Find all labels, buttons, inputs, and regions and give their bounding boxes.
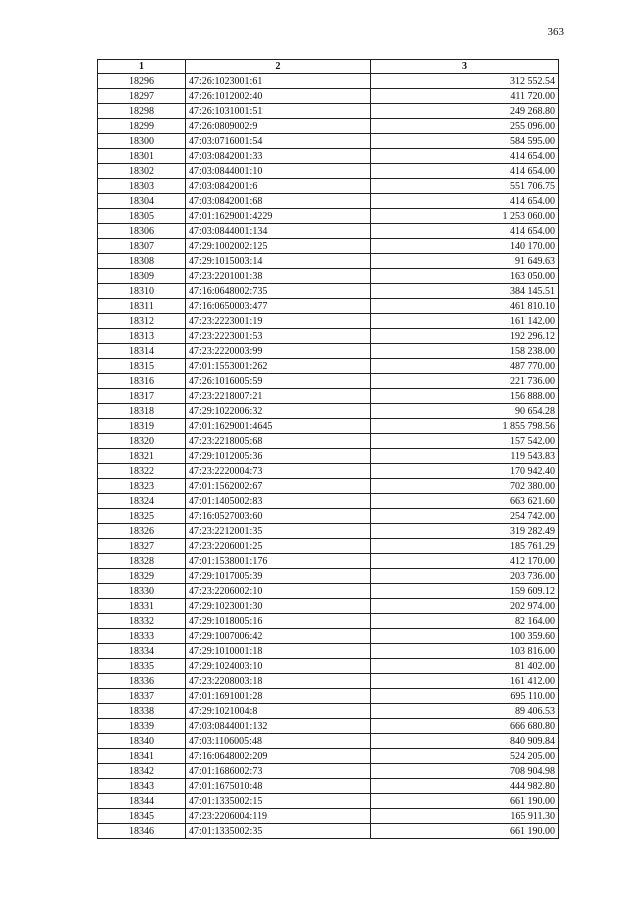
table-row xyxy=(98,299,559,314)
row-index-cell: 18332 xyxy=(98,614,186,629)
cadastral-number-cell: 47:23:2223001:19 xyxy=(186,314,371,329)
cadastral-number-cell: 47:29:1021004:8 xyxy=(186,704,371,719)
table-row xyxy=(98,734,559,749)
value-cell: 584 595.00 xyxy=(371,134,559,149)
table-row xyxy=(98,149,559,164)
value-cell: 161 412.00 xyxy=(371,674,559,689)
value-cell: 411 720.00 xyxy=(371,89,559,104)
table-header-row xyxy=(98,60,559,74)
row-index-cell: 18335 xyxy=(98,659,186,674)
value-cell: 487 770.00 xyxy=(371,359,559,374)
row-index-cell: 18336 xyxy=(98,674,186,689)
cadastral-number-cell: 47:01:1335002:35 xyxy=(186,824,371,839)
row-index-cell: 18338 xyxy=(98,704,186,719)
row-index-cell: 18322 xyxy=(98,464,186,479)
row-index-cell: 18299 xyxy=(98,119,186,134)
table-row xyxy=(98,404,559,419)
cadastral-number-cell: 47:29:1018005:16 xyxy=(186,614,371,629)
cadastral-number-cell: 47:01:1405002:83 xyxy=(186,494,371,509)
value-cell: 161 142.00 xyxy=(371,314,559,329)
cadastral-number-cell: 47:01:1675010:48 xyxy=(186,779,371,794)
value-cell: 384 145.51 xyxy=(371,284,559,299)
column-header-index: 1 xyxy=(98,60,186,74)
value-cell: 203 736.00 xyxy=(371,569,559,584)
cadastral-number-cell: 47:03:0844001:134 xyxy=(186,224,371,239)
value-cell: 702 380.00 xyxy=(371,479,559,494)
value-cell: 157 542.00 xyxy=(371,434,559,449)
value-cell: 444 982.80 xyxy=(371,779,559,794)
table-row xyxy=(98,494,559,509)
value-cell: 81 402.00 xyxy=(371,659,559,674)
row-index-cell: 18341 xyxy=(98,749,186,764)
value-cell: 103 816.00 xyxy=(371,644,559,659)
value-cell: 249 268.80 xyxy=(371,104,559,119)
row-index-cell: 18315 xyxy=(98,359,186,374)
value-cell: 100 359.60 xyxy=(371,629,559,644)
table-row xyxy=(98,539,559,554)
row-index-cell: 18303 xyxy=(98,179,186,194)
row-index-cell: 18321 xyxy=(98,449,186,464)
row-index-cell: 18343 xyxy=(98,779,186,794)
row-index-cell: 18325 xyxy=(98,509,186,524)
cadastral-number-cell: 47:29:1007006:42 xyxy=(186,629,371,644)
row-index-cell: 18311 xyxy=(98,299,186,314)
cadastral-number-cell: 47:16:0527003:60 xyxy=(186,509,371,524)
table-row xyxy=(98,434,559,449)
cadastral-number-cell: 47:03:0716001:54 xyxy=(186,134,371,149)
value-cell: 89 406.53 xyxy=(371,704,559,719)
value-cell: 461 810.10 xyxy=(371,299,559,314)
table-row xyxy=(98,389,559,404)
row-index-cell: 18305 xyxy=(98,209,186,224)
row-index-cell: 18308 xyxy=(98,254,186,269)
row-index-cell: 18313 xyxy=(98,329,186,344)
table-row xyxy=(98,569,559,584)
table-row xyxy=(98,824,559,839)
value-cell: 90 654.28 xyxy=(371,404,559,419)
table-row xyxy=(98,374,559,389)
cadastral-number-cell: 47:23:2208003:18 xyxy=(186,674,371,689)
value-cell: 840 909.84 xyxy=(371,734,559,749)
value-cell: 663 621.60 xyxy=(371,494,559,509)
row-index-cell: 18326 xyxy=(98,524,186,539)
table-row xyxy=(98,584,559,599)
value-cell: 221 736.00 xyxy=(371,374,559,389)
table-row xyxy=(98,284,559,299)
value-cell: 170 942.40 xyxy=(371,464,559,479)
row-index-cell: 18300 xyxy=(98,134,186,149)
value-cell: 661 190.00 xyxy=(371,794,559,809)
value-cell: 91 649.63 xyxy=(371,254,559,269)
cadastral-number-cell: 47:23:2220003:99 xyxy=(186,344,371,359)
value-cell: 254 742.00 xyxy=(371,509,559,524)
row-index-cell: 18317 xyxy=(98,389,186,404)
row-index-cell: 18302 xyxy=(98,164,186,179)
row-index-cell: 18344 xyxy=(98,794,186,809)
value-cell: 202 974.00 xyxy=(371,599,559,614)
table-row xyxy=(98,89,559,104)
cadastral-number-cell: 47:01:1629001:4645 xyxy=(186,419,371,434)
row-index-cell: 18333 xyxy=(98,629,186,644)
table-row xyxy=(98,74,559,89)
table-row xyxy=(98,239,559,254)
value-cell: 158 238.00 xyxy=(371,344,559,359)
value-cell: 140 170.00 xyxy=(371,239,559,254)
cadastral-number-cell: 47:03:0844001:10 xyxy=(186,164,371,179)
table-row xyxy=(98,464,559,479)
row-index-cell: 18334 xyxy=(98,644,186,659)
cadastral-number-cell: 47:26:0809002:9 xyxy=(186,119,371,134)
cadastral-number-cell: 47:03:0842001:33 xyxy=(186,149,371,164)
table-row xyxy=(98,764,559,779)
table-row xyxy=(98,224,559,239)
cadastral-number-cell: 47:29:1022006:32 xyxy=(186,404,371,419)
cadastral-number-cell: 47:16:0650003:477 xyxy=(186,299,371,314)
table-row xyxy=(98,689,559,704)
table-row xyxy=(98,644,559,659)
value-cell: 119 543.83 xyxy=(371,449,559,464)
row-index-cell: 18323 xyxy=(98,479,186,494)
cadastral-number-cell: 47:01:1553001:262 xyxy=(186,359,371,374)
row-index-cell: 18320 xyxy=(98,434,186,449)
table-row xyxy=(98,104,559,119)
row-index-cell: 18330 xyxy=(98,584,186,599)
table-row xyxy=(98,194,559,209)
cadastral-number-cell: 47:03:1106005:48 xyxy=(186,734,371,749)
row-index-cell: 18318 xyxy=(98,404,186,419)
table-row xyxy=(98,209,559,224)
value-cell: 185 761.29 xyxy=(371,539,559,554)
row-index-cell: 18296 xyxy=(98,74,186,89)
row-index-cell: 18345 xyxy=(98,809,186,824)
cadastral-number-cell: 47:23:2212001:35 xyxy=(186,524,371,539)
table-row xyxy=(98,659,559,674)
row-index-cell: 18316 xyxy=(98,374,186,389)
row-index-cell: 18339 xyxy=(98,719,186,734)
value-cell: 192 296.12 xyxy=(371,329,559,344)
table-row xyxy=(98,344,559,359)
column-header-cadastral-number: 2 xyxy=(186,60,371,74)
row-index-cell: 18312 xyxy=(98,314,186,329)
table-row xyxy=(98,614,559,629)
table-row xyxy=(98,704,559,719)
value-cell: 414 654.00 xyxy=(371,224,559,239)
cadastral-number-cell: 47:29:1010001:18 xyxy=(186,644,371,659)
table-row xyxy=(98,254,559,269)
cadastral-number-cell: 47:29:1023001:30 xyxy=(186,599,371,614)
table-row xyxy=(98,269,559,284)
row-index-cell: 18319 xyxy=(98,419,186,434)
value-cell: 159 609.12 xyxy=(371,584,559,599)
value-cell: 82 164.00 xyxy=(371,614,559,629)
row-index-cell: 18324 xyxy=(98,494,186,509)
cadastral-number-cell: 47:01:1562002:67 xyxy=(186,479,371,494)
cadastral-number-cell: 47:16:0648002:209 xyxy=(186,749,371,764)
table-row xyxy=(98,554,559,569)
cadastral-number-cell: 47:23:2218005:68 xyxy=(186,434,371,449)
value-cell: 1 855 798.56 xyxy=(371,419,559,434)
value-cell: 312 552.54 xyxy=(371,74,559,89)
value-cell: 156 888.00 xyxy=(371,389,559,404)
row-index-cell: 18331 xyxy=(98,599,186,614)
cadastral-number-cell: 47:01:1629001:4229 xyxy=(186,209,371,224)
row-index-cell: 18310 xyxy=(98,284,186,299)
cadastral-number-cell: 47:01:1691001:28 xyxy=(186,689,371,704)
cadastral-number-cell: 47:23:2218007:21 xyxy=(186,389,371,404)
value-cell: 414 654.00 xyxy=(371,194,559,209)
table-row xyxy=(98,809,559,824)
page-number: 363 xyxy=(547,26,564,38)
cadastral-number-cell: 47:26:1023001:61 xyxy=(186,74,371,89)
table-row xyxy=(98,794,559,809)
table-row xyxy=(98,599,559,614)
cadastral-number-cell: 47:03:0844001:132 xyxy=(186,719,371,734)
table-row xyxy=(98,629,559,644)
row-index-cell: 18306 xyxy=(98,224,186,239)
table-row xyxy=(98,449,559,464)
cadastral-number-cell: 47:01:1686002:73 xyxy=(186,764,371,779)
cadastral-number-cell: 47:23:2206002:10 xyxy=(186,584,371,599)
value-cell: 414 654.00 xyxy=(371,149,559,164)
cadastral-number-cell: 47:01:1538001:176 xyxy=(186,554,371,569)
table-row xyxy=(98,119,559,134)
row-index-cell: 18307 xyxy=(98,239,186,254)
value-cell: 414 654.00 xyxy=(371,164,559,179)
table-body xyxy=(98,74,559,839)
cadastral-number-cell: 47:26:1016005:59 xyxy=(186,374,371,389)
cadastral-number-cell: 47:26:1012002:40 xyxy=(186,89,371,104)
table-row xyxy=(98,134,559,149)
row-index-cell: 18337 xyxy=(98,689,186,704)
cadastral-number-cell: 47:29:1024003:10 xyxy=(186,659,371,674)
table-row xyxy=(98,524,559,539)
row-index-cell: 18328 xyxy=(98,554,186,569)
table-row xyxy=(98,674,559,689)
cadastral-number-cell: 47:29:1012005:36 xyxy=(186,449,371,464)
column-header-value: 3 xyxy=(371,60,559,74)
value-cell: 319 282.49 xyxy=(371,524,559,539)
value-cell: 255 096.00 xyxy=(371,119,559,134)
cadastral-number-cell: 47:01:1335002:15 xyxy=(186,794,371,809)
value-cell: 412 170.00 xyxy=(371,554,559,569)
table-row xyxy=(98,749,559,764)
row-index-cell: 18304 xyxy=(98,194,186,209)
value-cell: 165 911.30 xyxy=(371,809,559,824)
registry-table xyxy=(97,59,559,839)
cadastral-number-cell: 47:23:2223001:53 xyxy=(186,329,371,344)
table-row xyxy=(98,359,559,374)
table-row xyxy=(98,779,559,794)
cadastral-number-cell: 47:23:2206004:119 xyxy=(186,809,371,824)
cadastral-number-cell: 47:26:1031001:51 xyxy=(186,104,371,119)
table-row xyxy=(98,509,559,524)
value-cell: 163 050.00 xyxy=(371,269,559,284)
row-index-cell: 18297 xyxy=(98,89,186,104)
cadastral-number-cell: 47:16:0648002:735 xyxy=(186,284,371,299)
cadastral-number-cell: 47:29:1015003:14 xyxy=(186,254,371,269)
value-cell: 551 706.75 xyxy=(371,179,559,194)
table-row xyxy=(98,179,559,194)
row-index-cell: 18314 xyxy=(98,344,186,359)
table-row xyxy=(98,479,559,494)
table-row xyxy=(98,719,559,734)
row-index-cell: 18340 xyxy=(98,734,186,749)
table-row xyxy=(98,314,559,329)
row-index-cell: 18346 xyxy=(98,824,186,839)
row-index-cell: 18309 xyxy=(98,269,186,284)
cadastral-number-cell: 47:29:1017005:39 xyxy=(186,569,371,584)
row-index-cell: 18329 xyxy=(98,569,186,584)
row-index-cell: 18298 xyxy=(98,104,186,119)
cadastral-number-cell: 47:23:2206001:25 xyxy=(186,539,371,554)
table-row xyxy=(98,419,559,434)
value-cell: 695 110.00 xyxy=(371,689,559,704)
cadastral-number-cell: 47:23:2220004:73 xyxy=(186,464,371,479)
value-cell: 708 904.98 xyxy=(371,764,559,779)
value-cell: 666 680.80 xyxy=(371,719,559,734)
value-cell: 524 205.00 xyxy=(371,749,559,764)
row-index-cell: 18301 xyxy=(98,149,186,164)
cadastral-number-cell: 47:29:1002002:125 xyxy=(186,239,371,254)
value-cell: 661 190.00 xyxy=(371,824,559,839)
cadastral-number-cell: 47:03:0842001:6 xyxy=(186,179,371,194)
value-cell: 1 253 060.00 xyxy=(371,209,559,224)
table-row xyxy=(98,164,559,179)
row-index-cell: 18327 xyxy=(98,539,186,554)
table-row xyxy=(98,329,559,344)
cadastral-number-cell: 47:03:0842001:68 xyxy=(186,194,371,209)
row-index-cell: 18342 xyxy=(98,764,186,779)
cadastral-number-cell: 47:23:2201001:38 xyxy=(186,269,371,284)
